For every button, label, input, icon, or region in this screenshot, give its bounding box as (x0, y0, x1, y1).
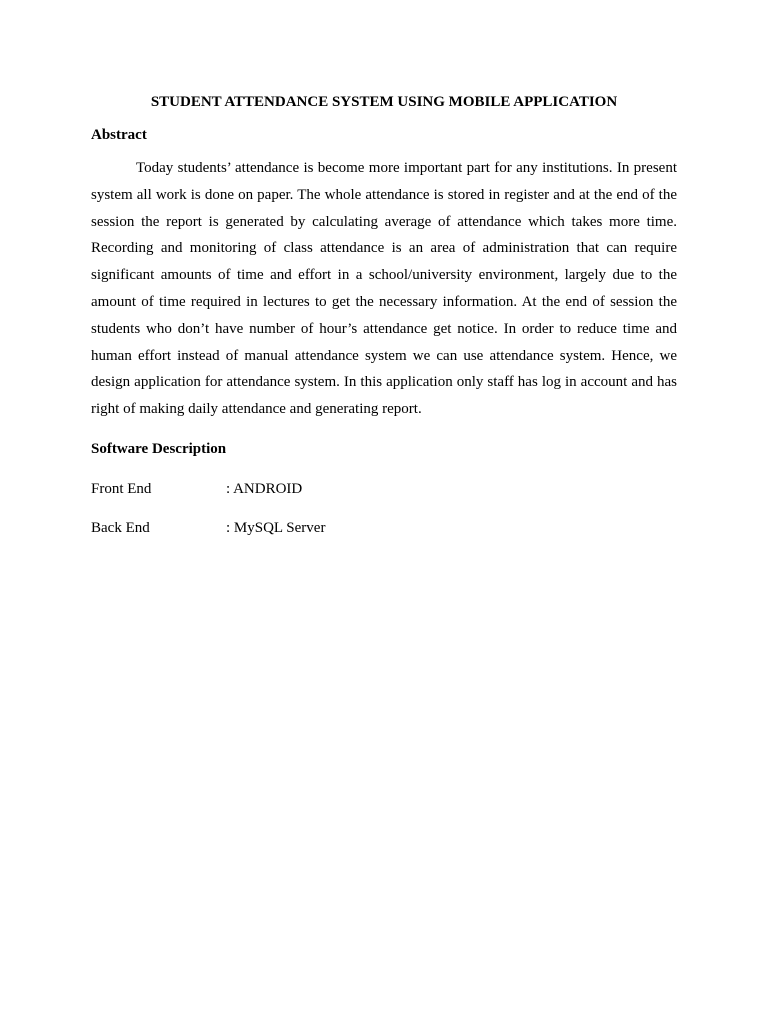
back-end-value: : MySQL Server (226, 520, 326, 536)
front-end-label: Front End (91, 481, 152, 497)
front-end-value: : ANDROID (226, 481, 303, 497)
back-end-label: Back End (91, 520, 150, 536)
document-title: STUDENT ATTENDANCE SYSTEM USING MOBILE APPLICATION (150, 94, 618, 110)
software-description-heading: Software Description (91, 441, 227, 457)
abstract-paragraph: Today students’ attendance is become more important part for any institutions. In present system all work is done on paper. The whole attendance is stored in register and at the end of the session the report is generated by calculating average of attendance which takes more time. Recording and monitoring of class attendance is an area of administration that can require significant amounts of time and effort in a school/university environment, largely due to the amount of time required in lectures to get the necessary information. At the end of session the students who don’t have number of hour’s attendance get notice. In order to reduce time and human effort instead of manual attendance system we can use attendance system. Hence, we design application for attendance system. In this application only staff has log in account and has right of making daily attendance and generating report. (91, 160, 677, 418)
abstract-heading: Abstract (91, 127, 147, 143)
